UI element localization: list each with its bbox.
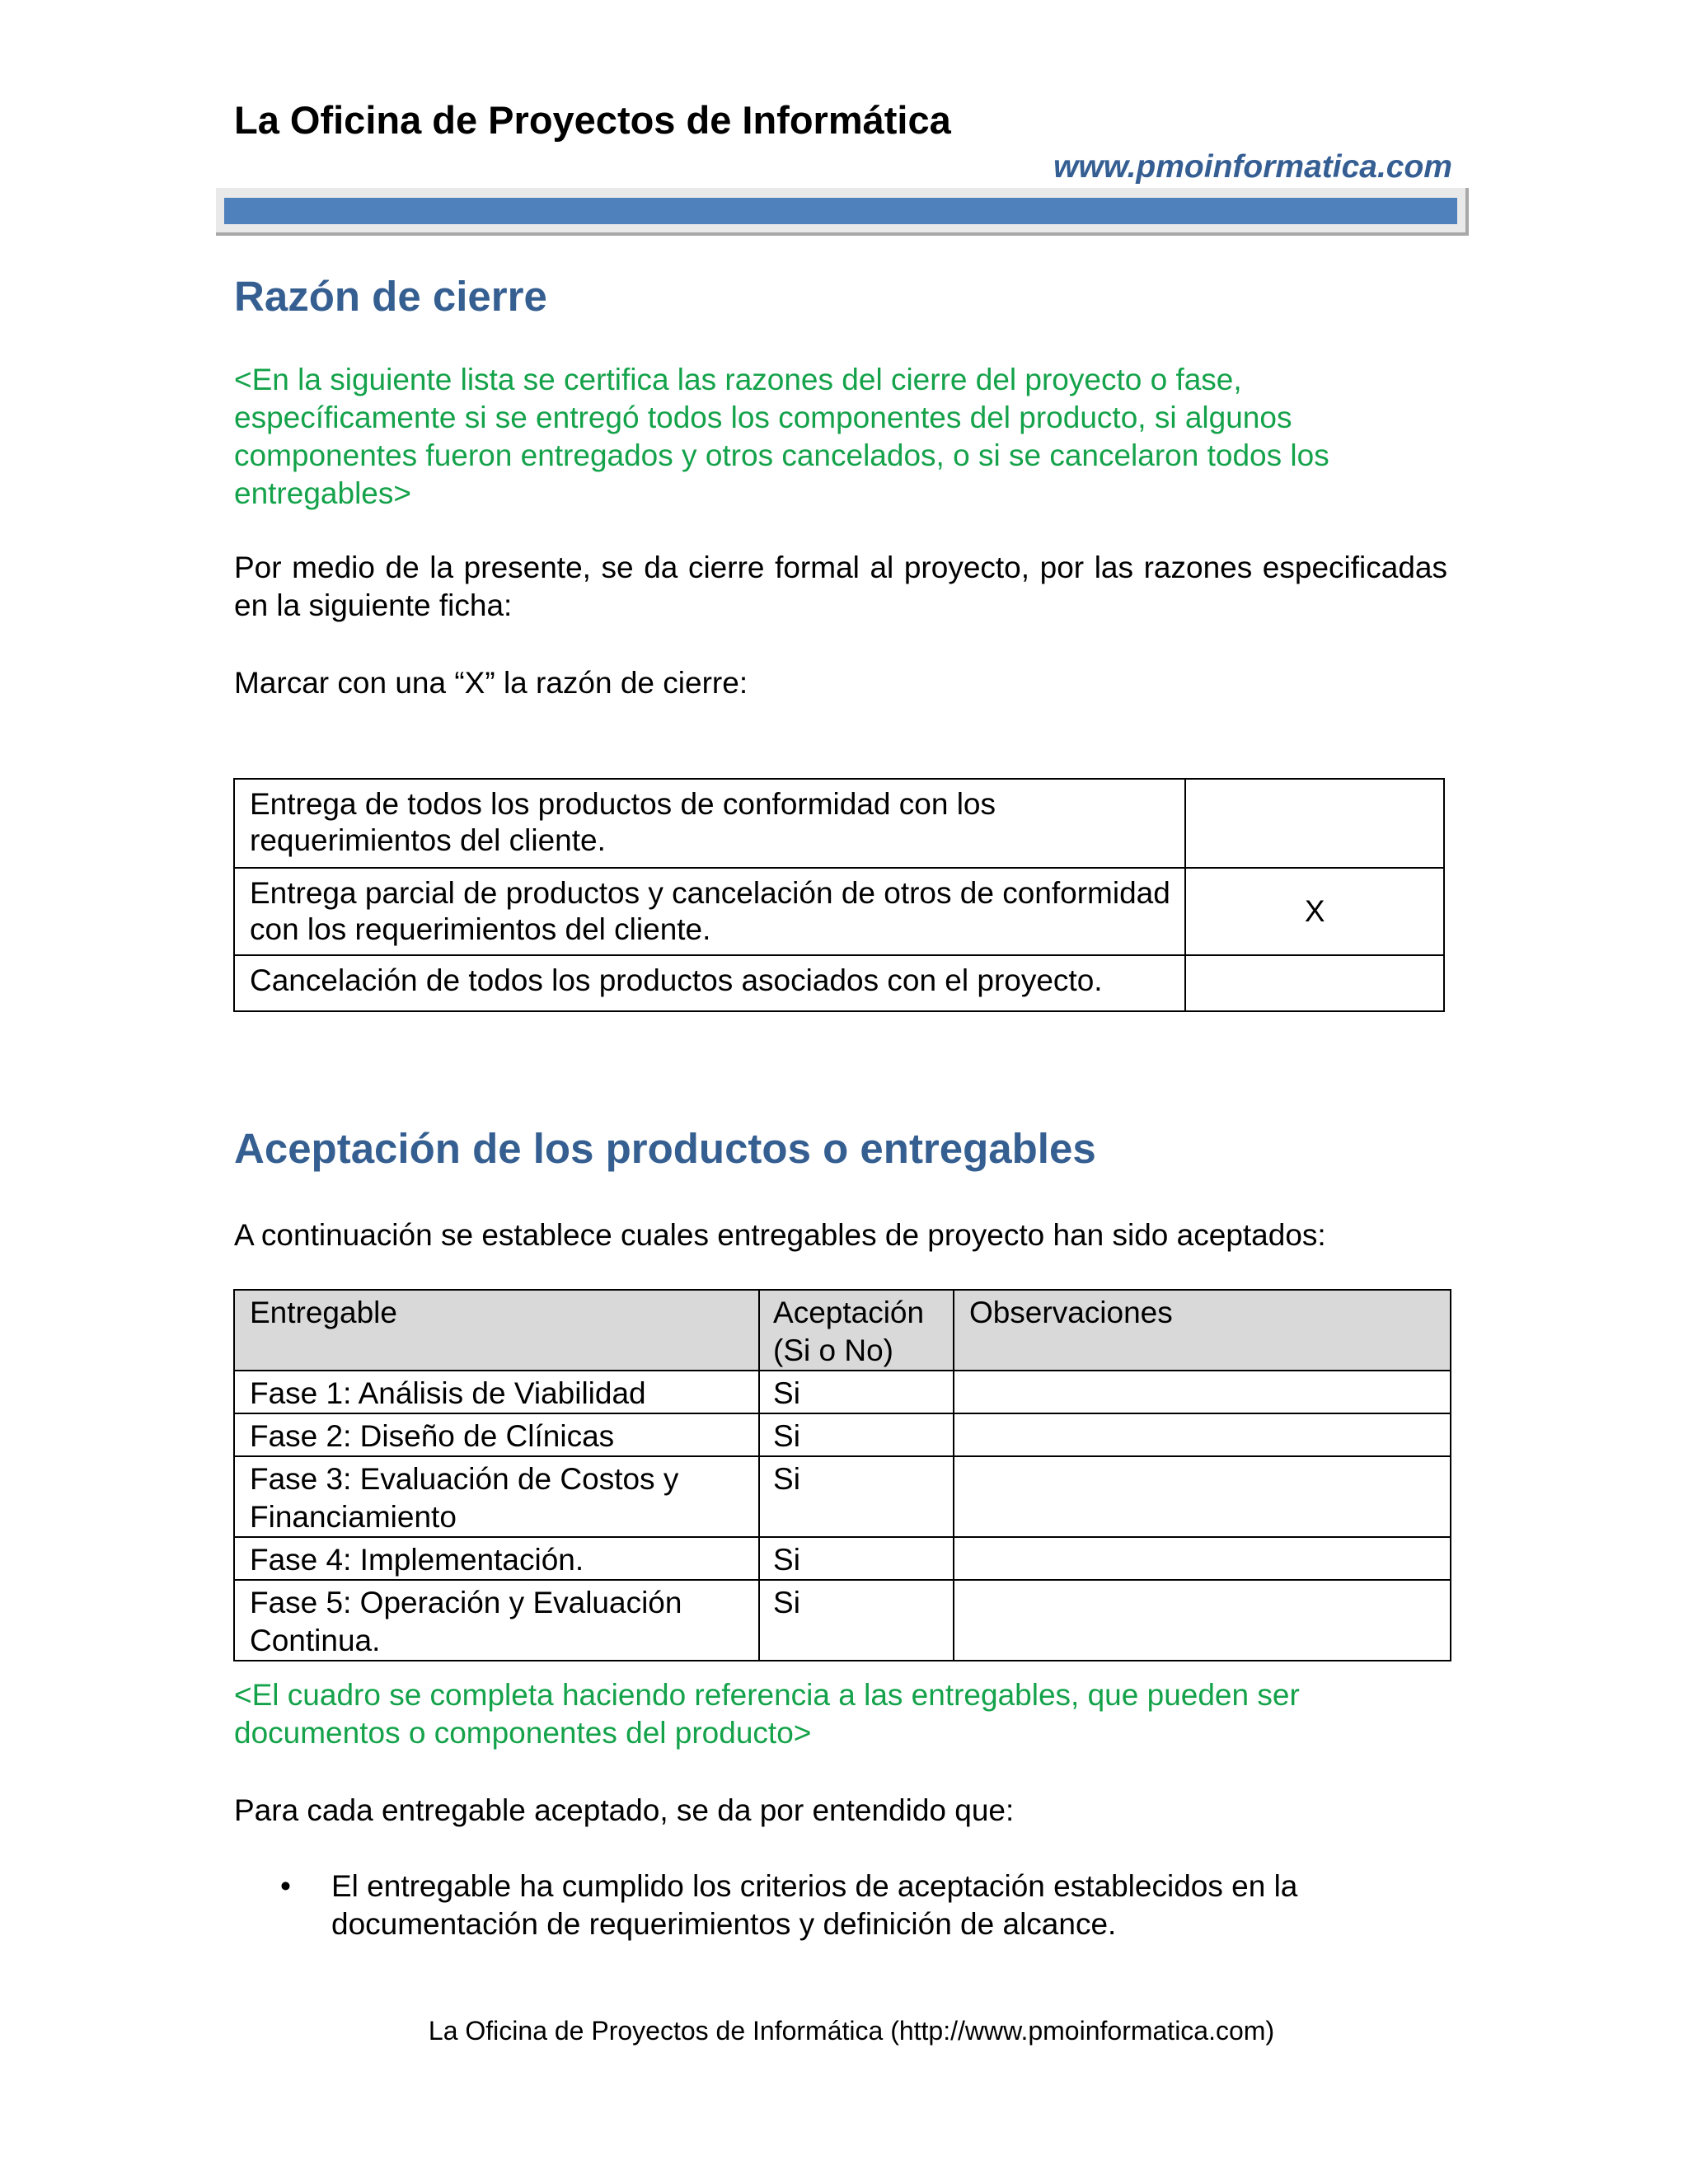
observations-cell[interactable] (954, 1456, 1451, 1537)
page-footer: La Oficina de Proyectos de Informática (http://www.pmoinformatica.com) (428, 2016, 1275, 2046)
acceptance-lead: Para cada entregable aceptado, se da por entendido que: (234, 1793, 1015, 1827)
acceptance-cell[interactable]: Si (759, 1580, 954, 1661)
observations-cell[interactable] (954, 1371, 1451, 1413)
acceptance-cell[interactable]: Si (759, 1413, 954, 1456)
acceptance-cell[interactable]: Si (759, 1537, 954, 1580)
acceptance-cell[interactable]: Si (759, 1371, 954, 1413)
mark-instruction: Marcar con una “X” la razón de cierre: (234, 666, 748, 700)
deliverable-cell: Fase 5: Operación y Evaluación Continua. (234, 1580, 759, 1661)
acceptance-cell[interactable]: Si (759, 1456, 954, 1537)
reason-text: Entrega de todos los productos de conformidad con los requerimientos del cliente. (234, 779, 1185, 868)
deliverable-cell: Fase 1: Análisis de Viabilidad (234, 1371, 759, 1413)
observations-cell[interactable] (954, 1580, 1451, 1661)
column-header-observations: Observaciones (954, 1290, 1451, 1371)
observations-cell[interactable] (954, 1413, 1451, 1456)
observations-cell[interactable] (954, 1537, 1451, 1580)
reason-text: Entrega parcial de productos y cancelación de otros de conformidad con los requerimientos del cliente. (234, 868, 1185, 955)
header-rule-bar (224, 198, 1457, 224)
closure-intro-paragraph: Por medio de la presente, se da cierre formal al proyecto, por las razones especificadas en la siguiente ficha: (234, 551, 1447, 622)
deliverable-cell: Fase 3: Evaluación de Costos y Financiamiento (234, 1456, 759, 1537)
table-header-row (234, 1290, 1451, 1371)
reason-mark-cell[interactable] (1185, 779, 1444, 868)
table-row (234, 1537, 1451, 1580)
header-title: La Oficina de Proyectos de Informática (234, 98, 951, 142)
bullet-text: El entregable ha cumplido los criterios de aceptación establecidos en la documentación de requerimientos y definición de alcance. (331, 1869, 1298, 1941)
deliverable-cell: Fase 4: Implementación. (234, 1537, 759, 1580)
table-row (234, 868, 1444, 955)
column-header-acceptance: Aceptación (Si o No) (759, 1290, 954, 1371)
table-row (234, 1580, 1451, 1661)
table-row (234, 779, 1444, 868)
deliverable-cell: Fase 2: Diseño de Clínicas (234, 1413, 759, 1456)
column-header-deliverable: Entregable (234, 1290, 759, 1371)
table-row (234, 1456, 1451, 1537)
deliverables-table (233, 1289, 1451, 1661)
table-instruction-note: <El cuadro se completa haciendo referencia a las entregables, que pueden ser documentos o componentes del producto> (234, 1678, 1300, 1750)
reason-mark-cell[interactable] (1185, 955, 1444, 1011)
reason-text: Cancelación de todos los productos asociados con el proyecto. (234, 955, 1185, 1011)
table-row (234, 1413, 1451, 1456)
reason-mark-cell[interactable]: X (1185, 868, 1444, 955)
bullet-icon: • (280, 1869, 291, 1903)
closure-instruction-note: <En la siguiente lista se certifica las razones del cierre del proyecto o fase, específicamente si se entregó todos los componentes del producto, si algunos componentes fueron entregados y otros cancelados, o si se cancelaron todos los entregables> (234, 363, 1329, 510)
header-url[interactable]: www.pmoinformatica.com (1053, 149, 1452, 185)
table-row (234, 1371, 1451, 1413)
section-heading-acceptance: Aceptación de los productos o entregables (234, 1125, 1096, 1172)
closure-reasons-table (233, 778, 1445, 1012)
acceptance-intro: A continuación se establece cuales entregables de proyecto han sido aceptados: (234, 1218, 1326, 1252)
table-row (234, 955, 1444, 1011)
section-heading-closure-reason: Razón de cierre (234, 273, 547, 320)
